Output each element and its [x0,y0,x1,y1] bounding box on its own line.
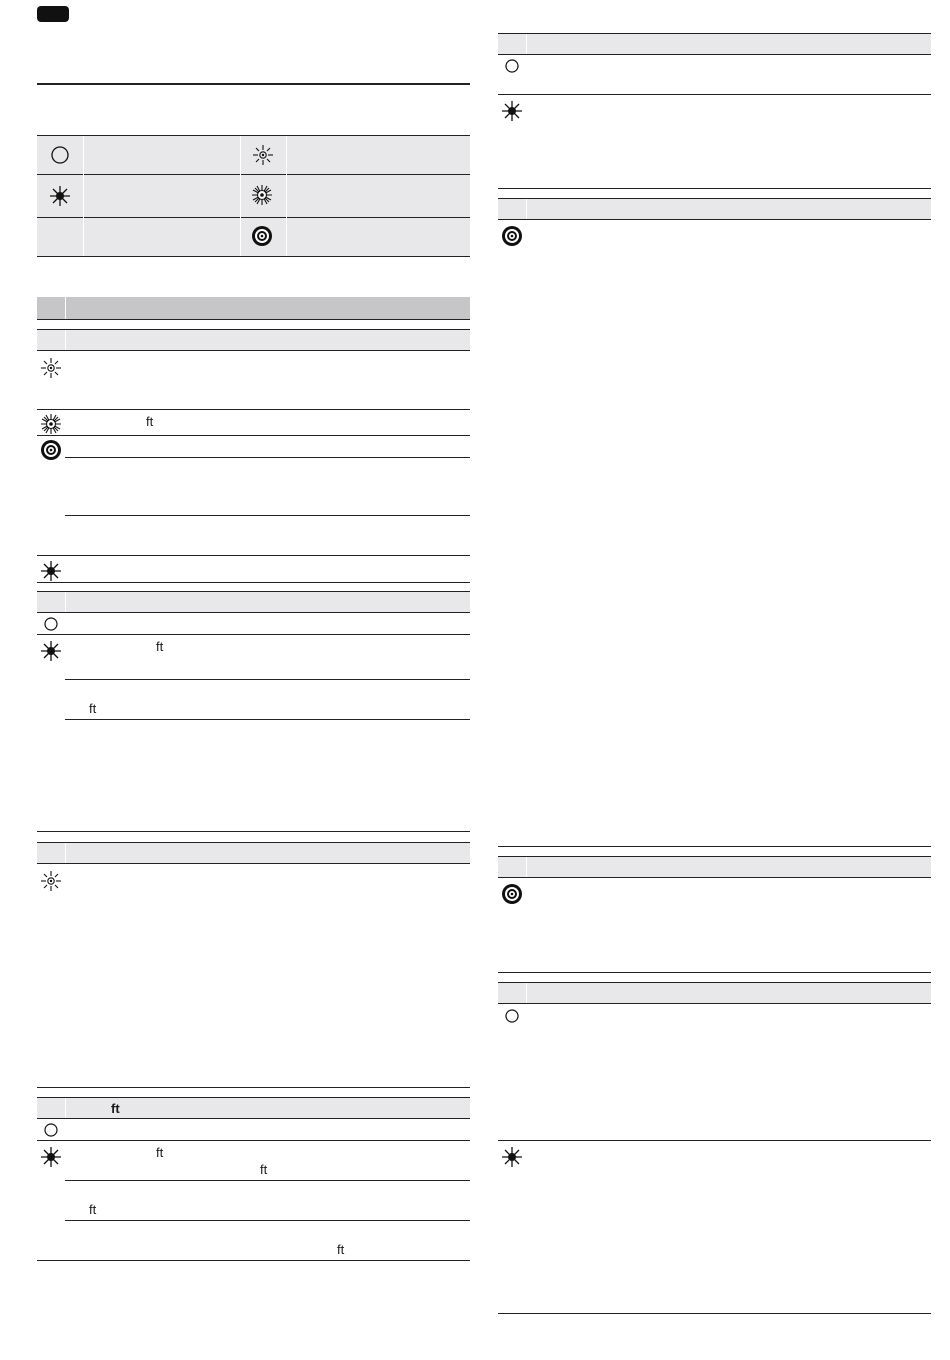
unit-label: ft [89,1202,97,1217]
unit-label: ft [156,639,164,654]
ring-burst-icon [501,883,523,905]
table-header [498,856,931,877]
burst-filled-icon [501,100,523,122]
circle-outline-icon [50,145,70,165]
table-header [498,198,931,219]
ring-burst-icon [501,225,523,247]
circle-outline-icon [503,57,521,75]
table-header [498,33,931,54]
unit-label: ft [337,1242,345,1257]
sparkle-dot-icon [252,144,274,166]
dense-burst-icon [40,413,62,435]
circle-outline-icon [42,1121,60,1139]
unit-label: ft [156,1145,164,1160]
burst-filled-icon [40,1146,62,1168]
sparkle-dot-icon [40,357,62,379]
table-header [37,842,470,863]
burst-filled-icon [40,640,62,662]
burst-filled-icon [40,560,62,582]
burst-filled-icon [501,1146,523,1168]
unit-label: ft [89,701,97,716]
unit-label: ft [146,414,154,429]
ring-burst-icon [251,225,273,247]
header-unit-label: ft [111,1101,120,1116]
burst-filled-icon [49,185,71,207]
table-header [37,591,470,612]
language-badge [37,6,69,22]
section-header [37,297,470,319]
circle-outline-icon [503,1007,521,1025]
sparkle-dot-icon [40,870,62,892]
table-header [37,329,470,350]
circle-outline-icon [42,615,60,633]
table-header [498,982,931,1003]
ring-burst-icon [40,439,62,461]
table-header [37,1097,470,1118]
section-divider [37,83,470,85]
dense-burst-icon [251,184,273,206]
unit-label: ft [260,1162,268,1177]
